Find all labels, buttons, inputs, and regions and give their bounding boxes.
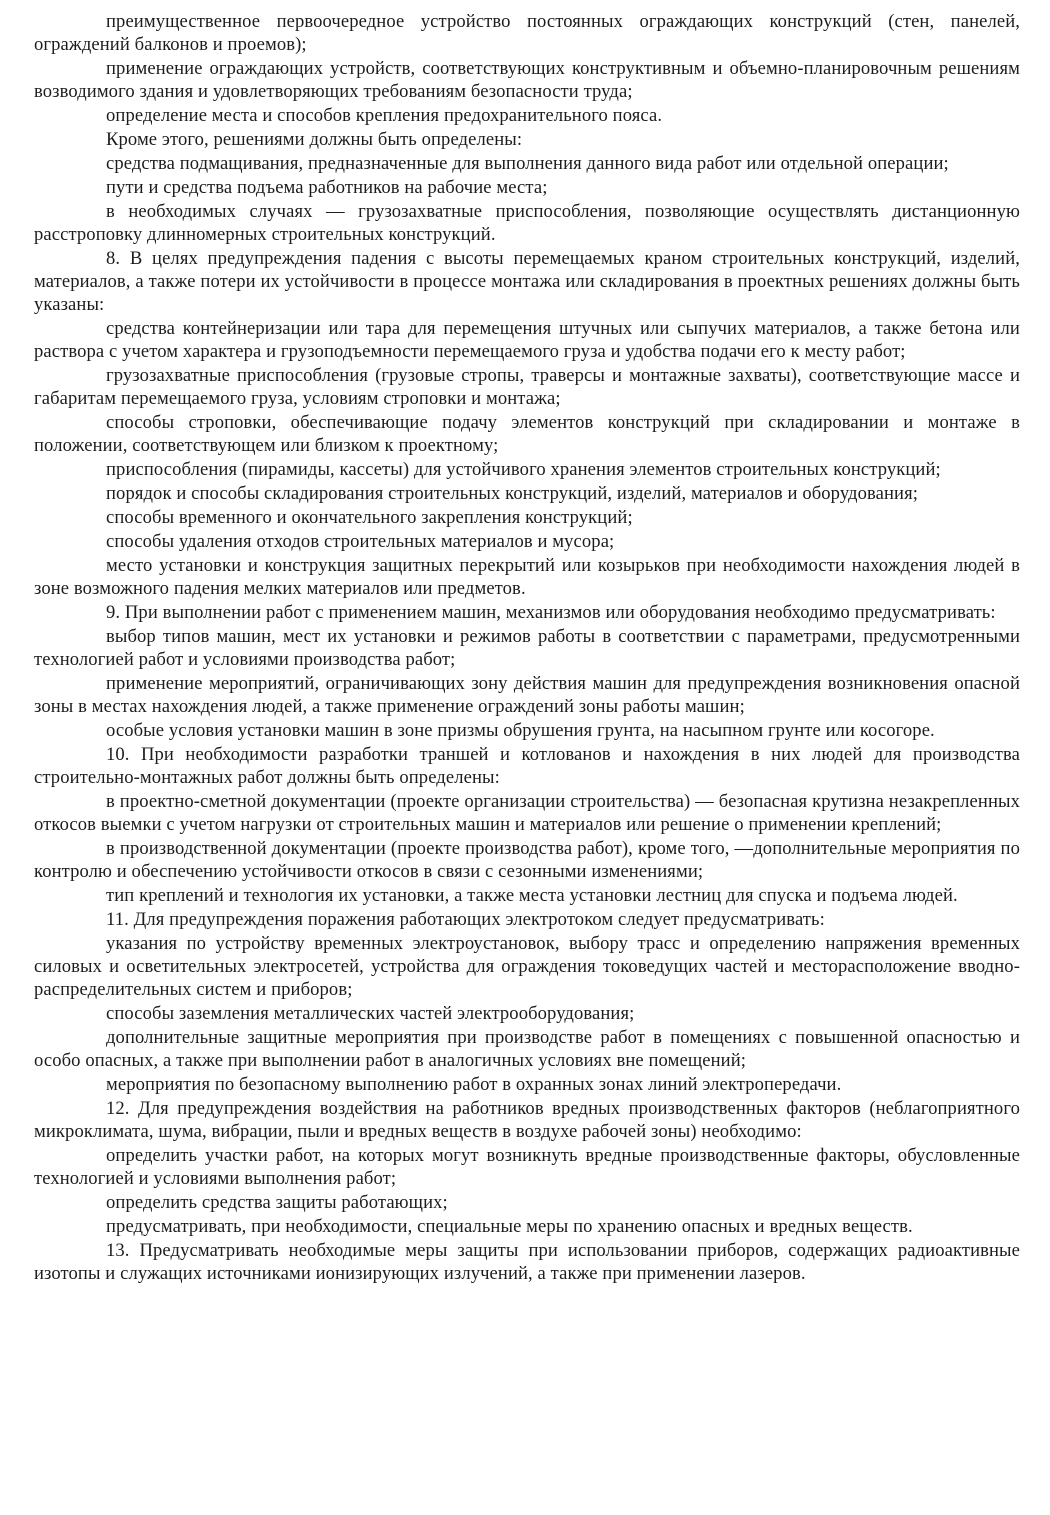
paragraph: средства подмащивания, предназначенные для выполнения данного вида работ или отдельной операции; bbox=[106, 153, 949, 174]
paragraph: грузозахватные приспособления (грузовые стропы, траверсы и монтажные захваты), соответствующие массе и габаритам перемещаемого груза, условиям строповки и монтажа; bbox=[34, 365, 1020, 409]
paragraph: применение ограждающих устройств, соответствующих конструктивным и объемно-планировочным решениям возводимого здания и удовлетворяющих требованиям безопасности труда; bbox=[34, 58, 1020, 102]
paragraph: дополнительные защитные мероприятия при производстве работ в помещениях с повышенной опасностью и особо опасных, а также при выполнении работ в аналогичных условиях вне помещений; bbox=[34, 1027, 1020, 1071]
paragraph: указания по устройству временных электроустановок, выбору трасс и определению напряжения временных силовых и осветительных электросетей, устройства для ограждения токоведущих частей и месторасположение вводно-распределительных систем и приборов; bbox=[34, 933, 1020, 1000]
paragraph: выбор типов машин, мест их установки и режимов работы в соответствии с параметрами, предусмотренными технологией работ и условиями производства работ; bbox=[34, 626, 1020, 670]
paragraph: Кроме этого, решениями должны быть определены: bbox=[106, 129, 523, 150]
numbered-paragraph: 9. При выполнении работ с применением машин, механизмов или оборудования необходимо предусматривать: bbox=[106, 602, 996, 623]
paragraph: способы временного и окончательного закрепления конструкций; bbox=[106, 507, 633, 528]
document-page bbox=[34, 10, 1020, 1286]
numbered-paragraph: 11. Для предупреждения поражения работающих электротоком следует предусматривать: bbox=[106, 909, 825, 930]
paragraph: в необходимых случаях — грузозахватные приспособления, позволяющие осуществлять дистанционную расстроповку длинномерных строительных конструкций. bbox=[34, 201, 1020, 245]
paragraph: место установки и конструкция защитных перекрытий или козырьков при необходимости нахождения людей в зоне возможного падения мелких материалов или предметов. bbox=[34, 555, 1020, 599]
numbered-paragraph: 8. В целях предупреждения падения с высоты перемещаемых краном строительных конструкций, изделий, материалов, а также потери их устойчивости в процессе монтажа или складирования в проектных решениях должны быть указаны: bbox=[34, 248, 1020, 315]
paragraph: приспособления (пирамиды, кассеты) для устойчивого хранения элементов строительных конструкций; bbox=[106, 459, 941, 480]
paragraph: мероприятия по безопасному выполнению работ в охранных зонах линий электропередачи. bbox=[106, 1074, 842, 1095]
paragraph: в проектно-сметной документации (проекте организации строительства) — безопасная крутизна незакрепленных откосов выемки с учетом нагрузки от строительных машин и материалов или решение о применении креплений; bbox=[34, 791, 1020, 835]
paragraph: преимущественное первоочередное устройство постоянных ограждающих конструкций (стен, панелей, ограждений балконов и проемов); bbox=[34, 11, 1020, 55]
paragraph: предусматривать, при необходимости, специальные меры по хранению опасных и вредных веществ. bbox=[106, 1216, 913, 1237]
numbered-paragraph: 13. Предусматривать необходимые меры защиты при использовании приборов, содержащих радиоактивные изотопы и служащих источниками ионизирующих излучений, а также при применении лазеров. bbox=[34, 1240, 1020, 1284]
paragraph: определить участки работ, на которых могут возникнуть вредные производственные факторы, обусловленные технологией и условиями выполнения работ; bbox=[34, 1145, 1020, 1189]
paragraph: тип креплений и технология их установки, а также места установки лестниц для спуска и подъема людей. bbox=[106, 885, 958, 906]
paragraph: способы заземления металлических частей электрооборудования; bbox=[106, 1003, 635, 1024]
numbered-paragraph: 10. При необходимости разработки траншей и котлованов и нахождения в них людей для производства строительно-монтажных работ должны быть определены: bbox=[34, 744, 1020, 788]
paragraph: определение места и способов крепления предохранительного пояса. bbox=[106, 105, 663, 126]
paragraph: средства контейнеризации или тара для перемещения штучных или сыпучих материалов, а также бетона или раствора с учетом характера и грузоподъемности перемещаемого груза и удобства подачи его к месту работ; bbox=[34, 318, 1020, 362]
paragraph: способы удаления отходов строительных материалов и мусора; bbox=[106, 531, 615, 552]
paragraph: способы строповки, обеспечивающие подачу элементов конструкций при складировании и монтаже в положении, соответствующем или близком к проектному; bbox=[34, 412, 1020, 456]
paragraph: в производственной документации (проекте производства работ), кроме того, —дополнительные мероприятия по контролю и обеспечению устойчивости откосов в связи с сезонными изменениями; bbox=[34, 838, 1020, 882]
paragraph: определить средства защиты работающих; bbox=[106, 1192, 448, 1213]
paragraph: применение мероприятий, ограничивающих зону действия машин для предупреждения возникновения опасной зоны в местах нахождения людей, а также применение ограждений зоны работы машин; bbox=[34, 673, 1020, 717]
paragraph: особые условия установки машин в зоне призмы обрушения грунта, на насыпном грунте или косогоре. bbox=[106, 720, 935, 741]
numbered-paragraph: 12. Для предупреждения воздействия на работников вредных производственных факторов (неблагоприятного микроклимата, шума, вибрации, пыли и вредных веществ в воздухе рабочей зоны) необходимо: bbox=[34, 1098, 1020, 1142]
paragraph: пути и средства подъема работников на рабочие места; bbox=[106, 177, 548, 198]
paragraph: порядок и способы складирования строительных конструкций, изделий, материалов и оборудования; bbox=[106, 483, 919, 504]
